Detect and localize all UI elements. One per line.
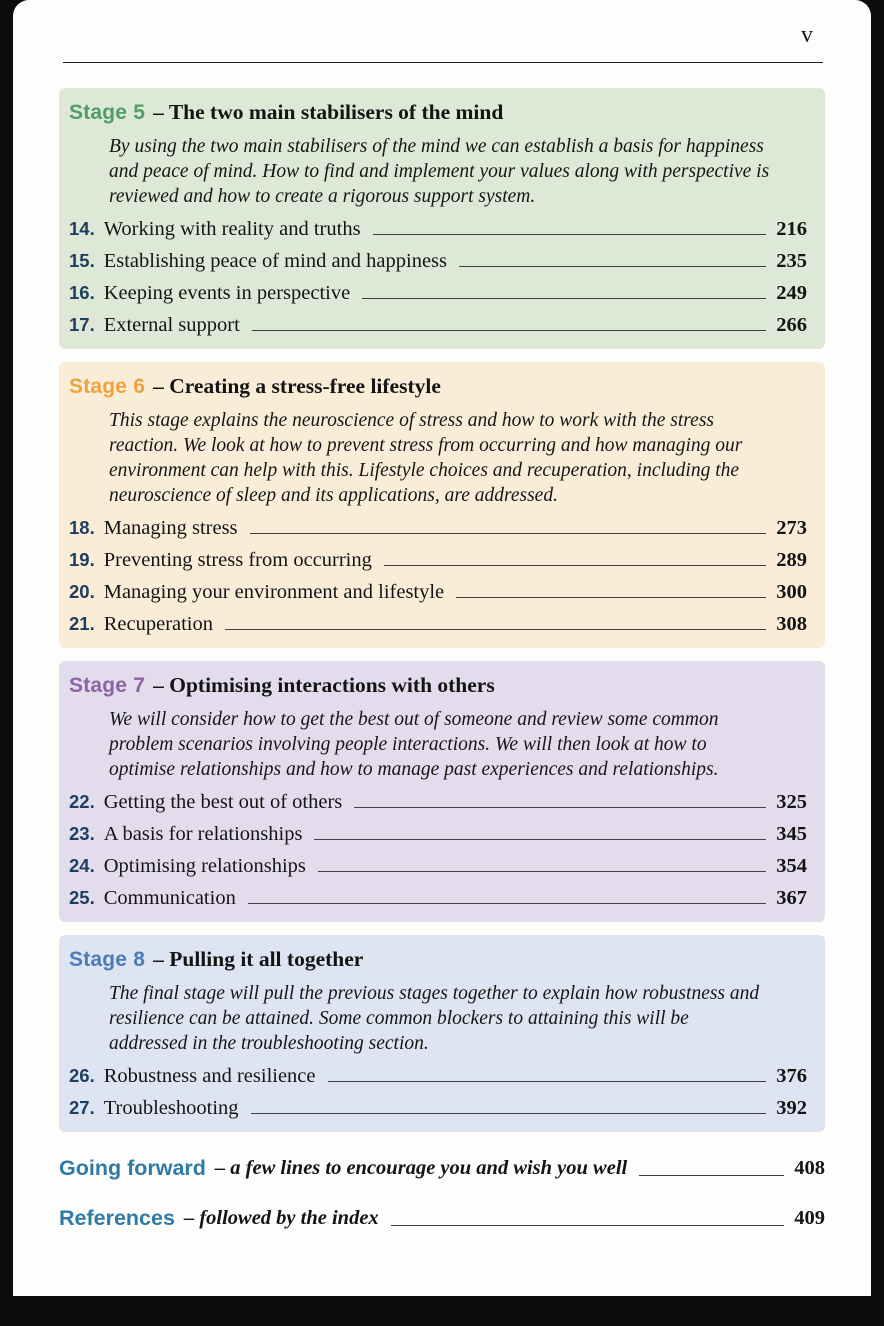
leader-line	[251, 1113, 767, 1114]
stage-description: By using the two main stabilisers of the mind we can establish a basis for happiness and peace of mind. How to find and implement your values along with perspective is reviewed and how to create a rigorous support system.	[109, 136, 770, 207]
chapter-page-number: 249	[776, 282, 807, 304]
chapter-page-number: 376	[776, 1065, 807, 1087]
chapter-page-number: 325	[776, 791, 807, 813]
stage-section-6	[59, 362, 825, 648]
stage-heading	[69, 671, 807, 700]
chapter-number: 27.	[69, 1097, 95, 1118]
chapter-title: Communication	[103, 887, 236, 909]
stage-heading	[69, 372, 807, 401]
stage-section-7	[59, 661, 825, 922]
chapter-title: Getting the best out of others	[103, 791, 343, 813]
footer-note: – a few lines to encourage you and wish you well	[214, 1157, 628, 1179]
toc-row	[69, 854, 807, 878]
stage-heading	[69, 98, 807, 127]
stage-label: Stage 8	[69, 948, 146, 971]
leader-line	[373, 234, 767, 235]
chapter-page-number: 289	[776, 549, 807, 571]
toc-row	[69, 886, 807, 910]
chapter-title: Recuperation	[103, 613, 214, 635]
leader-line	[456, 597, 766, 598]
chapter-number: 16.	[69, 282, 95, 303]
stage-section-5	[59, 88, 825, 349]
stage-description: We will consider how to get the best out of someone and review some common problem scenarios involving people interactions. We will then look at how to optimise relationships and how to manage past experiences and relationships.	[109, 709, 719, 780]
chapter-number: 20.	[69, 581, 95, 602]
leader-line	[384, 565, 766, 566]
chapter-title: Managing your environment and lifestyle	[103, 581, 445, 603]
chapter-title: Keeping events in perspective	[103, 282, 351, 304]
stage-title: – The two main stabilisers of the mind	[153, 100, 504, 124]
stage-label: Stage 6	[69, 375, 146, 398]
footer-label: References	[59, 1206, 175, 1230]
chapter-number: 25.	[69, 887, 95, 908]
stage-section-8	[59, 935, 825, 1132]
footer-row-going-forward	[59, 1154, 825, 1182]
toc-row	[69, 313, 807, 337]
leader-line	[248, 903, 766, 904]
chapter-page-number: 266	[776, 314, 807, 336]
leader-line	[354, 807, 766, 808]
leader-line	[318, 871, 766, 872]
stage-label: Stage 7	[69, 674, 146, 697]
chapter-title: Preventing stress from occurring	[103, 549, 372, 571]
leader-line	[459, 266, 766, 267]
chapter-title: Optimising relationships	[103, 855, 306, 877]
footer-note: – followed by the index	[183, 1207, 379, 1229]
chapter-number: 18.	[69, 517, 95, 538]
chapter-title: Managing stress	[103, 517, 238, 539]
chapter-page-number: 392	[776, 1097, 807, 1119]
chapter-number: 17.	[69, 314, 95, 335]
toc-row	[69, 790, 807, 814]
footer-label: Going forward	[59, 1156, 206, 1180]
leader-line	[250, 533, 767, 534]
chapter-title: Working with reality and truths	[103, 218, 361, 240]
toc-row	[69, 822, 807, 846]
toc-content	[59, 88, 825, 1232]
toc-row	[69, 580, 807, 604]
leader-line	[639, 1175, 784, 1176]
toc-row	[69, 281, 807, 305]
chapter-page-number: 367	[776, 887, 807, 909]
chapter-page-number: 354	[776, 855, 807, 877]
toc-page	[13, 0, 871, 1296]
stage-title: – Pulling it all together	[153, 947, 364, 971]
page-number-folio: v	[801, 22, 813, 48]
stage-description: This stage explains the neuroscience of stress and how to work with the stress reaction. We look at how to prevent stress from occurring and how managing our environment can help with this. Lifestyle choices and recuperation, including the neuroscience of sleep and its applications, are addressed.	[109, 410, 743, 506]
stage-label: Stage 5	[69, 101, 146, 124]
footer-page-number: 408	[794, 1157, 825, 1179]
chapter-number: 23.	[69, 823, 95, 844]
chapter-number: 26.	[69, 1065, 95, 1086]
toc-row	[69, 1096, 807, 1120]
chapter-title: Robustness and resilience	[103, 1065, 316, 1087]
stage-description: The final stage will pull the previous stages together to explain how robustness and resilience can be attained. Some common blockers to attaining this will be addressed in the troubleshooting section.	[109, 983, 760, 1054]
chapter-number: 22.	[69, 791, 95, 812]
leader-line	[225, 629, 766, 630]
stage-title: – Optimising interactions with others	[153, 673, 495, 697]
chapter-number: 24.	[69, 855, 95, 876]
leader-line	[362, 298, 766, 299]
footer-page-number: 409	[794, 1207, 825, 1229]
leader-line	[314, 839, 766, 840]
stage-heading	[69, 945, 807, 974]
leader-line	[328, 1081, 767, 1082]
chapter-number: 21.	[69, 613, 95, 634]
toc-row	[69, 548, 807, 572]
chapter-number: 15.	[69, 250, 95, 271]
toc-row	[69, 612, 807, 636]
leader-line	[391, 1225, 785, 1226]
toc-row	[69, 1064, 807, 1088]
stage-title: – Creating a stress-free lifestyle	[153, 374, 441, 398]
chapter-number: 19.	[69, 549, 95, 570]
toc-row	[69, 516, 807, 540]
chapter-page-number: 216	[776, 218, 807, 240]
chapter-title: Troubleshooting	[103, 1097, 239, 1119]
chapter-page-number: 235	[776, 250, 807, 272]
chapter-title: Establishing peace of mind and happiness	[103, 250, 448, 272]
footer-row-references	[59, 1204, 825, 1232]
toc-row	[69, 249, 807, 273]
chapter-page-number: 308	[776, 613, 807, 635]
chapter-title: External support	[103, 314, 240, 336]
chapter-page-number: 300	[776, 581, 807, 603]
header-rule	[63, 62, 823, 63]
chapter-title: A basis for relationships	[103, 823, 303, 845]
toc-row	[69, 217, 807, 241]
chapter-page-number: 345	[776, 823, 807, 845]
chapter-page-number: 273	[776, 517, 807, 539]
leader-line	[252, 330, 766, 331]
chapter-number: 14.	[69, 218, 95, 239]
